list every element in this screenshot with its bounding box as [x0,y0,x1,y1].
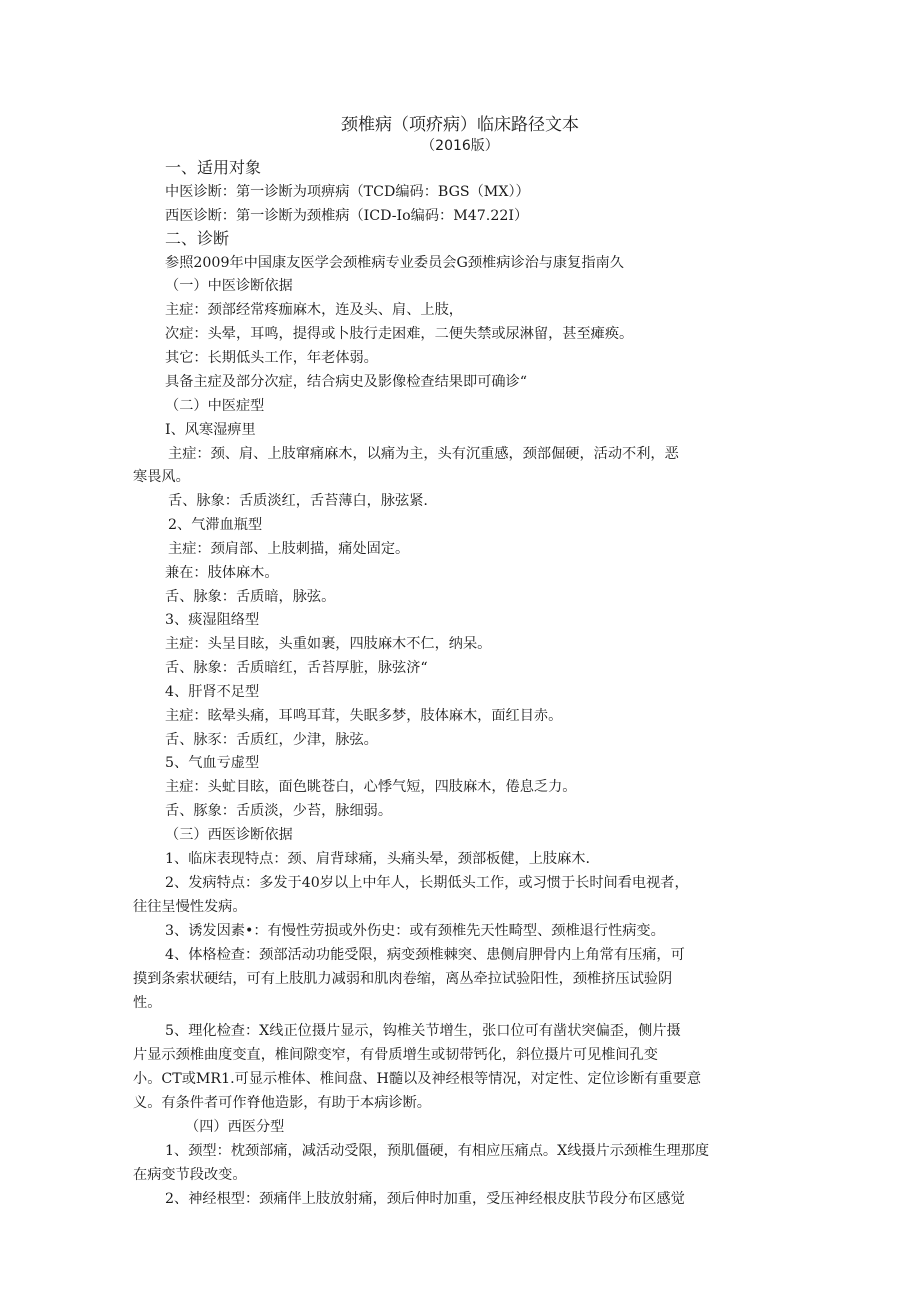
text-line: 性。 [133,995,162,1011]
text-line: 4、体格检查：颈部活动功能受限，病变颈椎棘突、患侧肩胛骨内上角常有压痛，可 [165,947,685,963]
text-line: 3、诱发因素•：有慢性劳损或外伤史：或有颈椎先天性畸型、颈椎退行性病变。 [165,923,665,939]
text-line: 主症：颈部经常疼痂麻木，连及头、肩、上肢， [165,302,463,318]
text-line: 寒畏风。 [133,469,190,485]
text-line: 2、发病特点：多发于40岁以上中年人，长期低头工作，或习惯于长时间看电视者， [165,875,689,891]
subsection-heading: （二）中医症型 [165,398,265,414]
text-line: 舌、脉豕：舌质红，少津，脉弦。 [165,732,378,748]
text-line: 具备主症及部分次症，结合病史及影像检查结果即可确诊“ [165,374,527,390]
text-line: 主症：头呈目眩，头重如裹，四肢麻木不仁，纳呆。 [165,636,492,652]
text-line: 舌、脉象：舌质淡红，舌苔薄白，脉弦紧. [168,493,428,509]
text-line: 在病变节段改变。 [133,1167,247,1183]
section-heading: 二、诊断 [165,229,230,248]
text-line: 舌、豚象：舌质淡，少苔，脉细弱。 [165,803,393,819]
text-line: 义。有条件者可作脊他造影，有助于本病诊断。 [133,1095,431,1111]
text-line: 舌、脉象：舌质暗红，舌苔厚脏，脉弦济“ [165,660,428,676]
text-line: 主症：颈、肩、上肢窜痛麻木，以痛为主，头有沉重感，颈部倔硬，活动不利，恶 [168,446,679,462]
text-line: 4、肝肾不足型 [165,684,260,700]
text-line: 西医诊断：第一诊断为颈椎病（ICD-Io编码：M47.22I） [165,208,529,224]
section-heading: 一、适用对象 [165,158,262,177]
text-line: 3、痰湿阻络型 [165,612,260,628]
text-line: I、风寒湿痹里 [165,422,256,438]
text-line: 1、颈型：枕颈部痛，减活动受限，预肌僵硬，有相应压痛点。X线摄片示颈椎生理那度 [165,1143,710,1159]
text-line: 参照2009年中国康友医学会颈椎病专业委员会G颈椎病诊治与康复指南久 [165,255,624,271]
text-line: 往往呈慢性发病。 [133,899,247,915]
text-line: 次症：头晕，耳鸣，提得或卜肢行走困难，二便失禁或尿淋留，甚至瘫痪。 [165,326,634,342]
text-line: 2、神经根型：颈痛伴上肢放射痛，颈后伸时加重，受压神经根皮肤节段分布区感觉 [165,1191,685,1207]
text-line: 主症：颈肩部、上肢刺描，痛处固定。 [168,541,410,557]
document-title: 颈椎病（项疥病）临床路径文本 [341,115,579,135]
text-line: 片显示颈椎曲度变直，椎间隙变窄，有骨质增生或韧带钙化，斜位摄片可见椎间孔变 [133,1047,658,1063]
subsection-heading: （四）西医分型 [185,1119,285,1135]
text-line: 5、气血亏虚型 [165,755,260,771]
text-line: 其它：长期低头工作，年老体弱。 [165,350,378,366]
text-line: 1、临床表现特点：颈、肩背球痛，头痛头晕，颈部板健，上肢麻木. [165,851,590,867]
text-line: 2、气滞血瓶型 [168,517,263,533]
text-line: 摸到条索状硬结，可有上肢肌力减弱和肌肉卷缩，离丛牵拉试验阳性，颈椎挤压试验阴 [133,971,673,987]
text-line: 主症：眩晕头痛，耳鸣耳茸，失眠多梦，肢体麻木，面红目赤。 [165,708,563,724]
subsection-heading: （一）中医诊断依据 [165,278,293,294]
text-line: 兼在：肢体麻木。 [165,565,279,581]
text-line: 主症：头虻目眩，面色眺苍白，心悸气短，四肢麻木，倦息乏力。 [165,779,577,795]
text-line: 中医诊断：第一诊断为项痹病（TCD编码：BGS（MX）） [165,184,530,200]
text-line: 小。CT或MR1.可显示椎体、椎间盘、H髓以及神经根等情况，对定性、定位诊断有重要意 [133,1071,702,1087]
document-edition: （2016版） [421,138,499,154]
subsection-heading: （三）西医诊断依据 [165,827,293,843]
text-line: 5、理化检查：X线正位摄片显示，钩椎关节增生，张口位可有凿状突偏歪，侧片摄 [165,1023,681,1039]
text-line: 舌、脉象：舌质暗，脉弦。 [165,589,336,605]
